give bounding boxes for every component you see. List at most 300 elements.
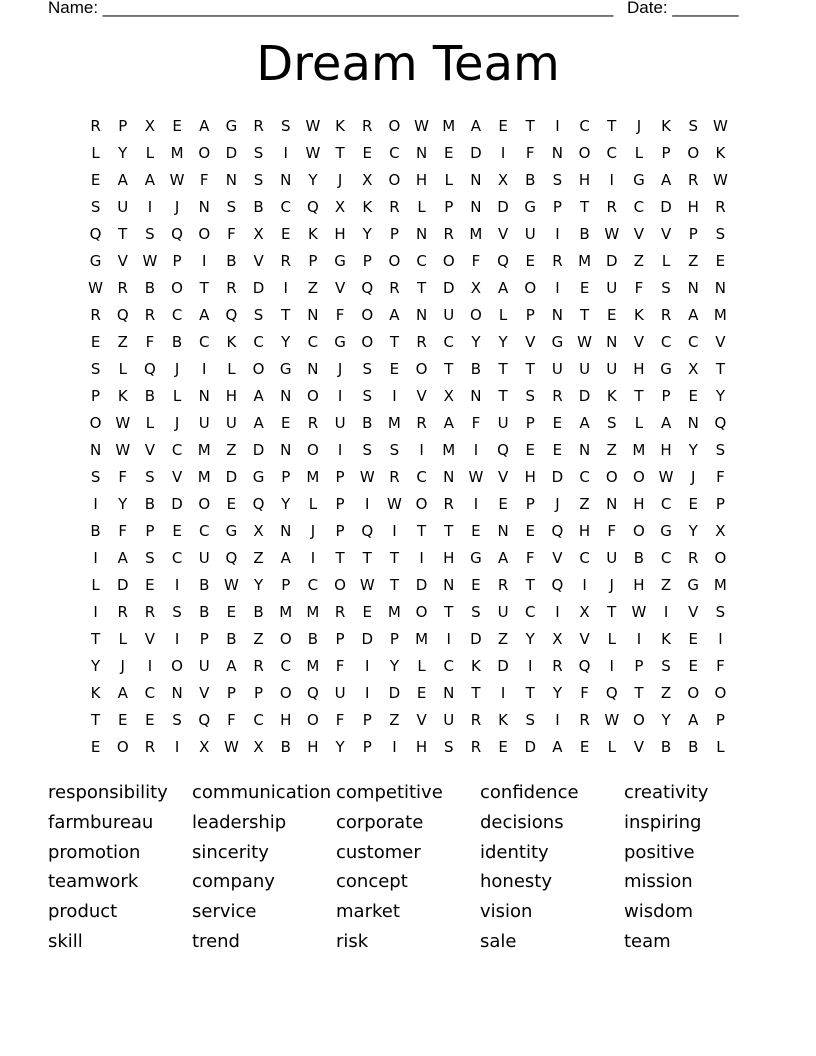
- grid-letter[interactable]: Z: [579, 495, 590, 513]
- grid-letter[interactable]: N: [443, 468, 455, 486]
- grid-letter[interactable]: A: [117, 549, 128, 567]
- grid-letter[interactable]: O: [633, 711, 645, 729]
- grid-letter[interactable]: E: [688, 630, 698, 648]
- grid-letter[interactable]: I: [283, 144, 288, 162]
- grid-letter[interactable]: O: [714, 549, 727, 567]
- grid-letter[interactable]: V: [416, 711, 427, 729]
- grid-letter[interactable]: E: [688, 657, 698, 675]
- grid-letter[interactable]: C: [660, 333, 672, 351]
- grid-letter[interactable]: M: [632, 441, 646, 459]
- grid-letter[interactable]: R: [470, 711, 482, 729]
- grid-letter[interactable]: R: [389, 198, 400, 216]
- grid-letter[interactable]: P: [552, 198, 562, 216]
- grid-letter[interactable]: C: [307, 576, 319, 594]
- grid-letter[interactable]: F: [525, 549, 535, 567]
- grid-letter[interactable]: H: [524, 468, 536, 486]
- grid-letter[interactable]: I: [500, 144, 506, 162]
- grid-letter[interactable]: H: [415, 738, 428, 756]
- grid-letter[interactable]: I: [365, 657, 370, 675]
- grid-letter[interactable]: C: [443, 657, 454, 675]
- grid-letter[interactable]: K: [470, 657, 481, 675]
- grid-letter[interactable]: N: [280, 441, 292, 459]
- grid-letter[interactable]: T: [444, 603, 454, 621]
- grid-letter[interactable]: Y: [552, 684, 562, 702]
- grid-letter[interactable]: F: [471, 414, 481, 432]
- grid-letter[interactable]: E: [552, 414, 563, 432]
- grid-letter[interactable]: K: [226, 333, 237, 351]
- grid-letter[interactable]: X: [334, 198, 346, 216]
- grid-letter[interactable]: H: [334, 225, 346, 243]
- grid-letter[interactable]: L: [661, 252, 671, 270]
- grid-letter[interactable]: A: [579, 414, 590, 432]
- grid-letter[interactable]: I: [174, 630, 180, 648]
- grid-letter[interactable]: Z: [253, 549, 264, 567]
- grid-letter[interactable]: W: [305, 144, 321, 162]
- grid-letter[interactable]: O: [633, 468, 645, 486]
- grid-letter[interactable]: U: [198, 657, 210, 675]
- grid-letter[interactable]: Q: [361, 279, 374, 297]
- grid-letter[interactable]: B: [226, 252, 237, 270]
- grid-letter[interactable]: A: [660, 171, 672, 189]
- grid-letter[interactable]: I: [555, 225, 560, 243]
- grid-letter[interactable]: A: [117, 684, 128, 702]
- grid-letter[interactable]: W: [712, 171, 728, 189]
- grid-letter[interactable]: K: [606, 387, 617, 405]
- grid-letter[interactable]: R: [90, 117, 101, 135]
- grid-letter[interactable]: I: [446, 630, 451, 648]
- grid-letter[interactable]: O: [388, 171, 401, 189]
- grid-letter[interactable]: Q: [497, 252, 509, 270]
- grid-letter[interactable]: Y: [281, 333, 291, 351]
- name-field[interactable]: Name: ______________________________________________________: [48, 0, 614, 17]
- grid-letter[interactable]: I: [555, 711, 560, 729]
- grid-letter[interactable]: C: [606, 144, 617, 162]
- grid-letter[interactable]: S: [471, 603, 481, 621]
- grid-letter[interactable]: E: [688, 387, 698, 405]
- grid-letter[interactable]: N: [415, 306, 428, 324]
- grid-letter[interactable]: Y: [118, 495, 128, 513]
- grid-letter[interactable]: H: [415, 171, 428, 189]
- grid-letter[interactable]: D: [225, 144, 238, 162]
- grid-letter[interactable]: P: [199, 630, 209, 648]
- grid-letter[interactable]: I: [718, 630, 723, 648]
- grid-letter[interactable]: E: [172, 117, 182, 135]
- grid-letter[interactable]: Z: [660, 576, 672, 594]
- grid-letter[interactable]: Y: [308, 171, 318, 189]
- grid-letter[interactable]: E: [281, 414, 291, 432]
- grid-letter[interactable]: T: [634, 684, 644, 702]
- grid-letter[interactable]: W: [359, 576, 375, 594]
- grid-letter[interactable]: T: [525, 117, 535, 135]
- grid-letter[interactable]: U: [497, 603, 509, 621]
- grid-letter[interactable]: H: [687, 198, 699, 216]
- grid-letter[interactable]: P: [444, 198, 454, 216]
- grid-letter[interactable]: B: [307, 630, 319, 648]
- grid-letter[interactable]: X: [579, 603, 590, 621]
- grid-letter[interactable]: T: [498, 387, 508, 405]
- grid-letter[interactable]: V: [633, 738, 645, 756]
- grid-letter[interactable]: J: [174, 198, 180, 216]
- grid-letter[interactable]: J: [174, 360, 180, 378]
- grid-letter[interactable]: O: [279, 630, 292, 648]
- grid-letter[interactable]: X: [715, 522, 726, 540]
- grid-letter[interactable]: C: [579, 468, 590, 486]
- grid-letter[interactable]: D: [225, 468, 238, 486]
- grid-letter[interactable]: M: [197, 441, 211, 459]
- grid-letter[interactable]: B: [253, 603, 264, 621]
- grid-letter[interactable]: W: [169, 171, 185, 189]
- grid-letter[interactable]: Q: [89, 225, 102, 243]
- grid-letter[interactable]: G: [225, 522, 238, 540]
- grid-letter[interactable]: K: [661, 630, 671, 648]
- grid-letter[interactable]: V: [171, 468, 183, 486]
- grid-letter[interactable]: T: [416, 522, 427, 540]
- grid-letter[interactable]: O: [171, 279, 183, 297]
- grid-letter[interactable]: E: [525, 252, 535, 270]
- grid-letter[interactable]: G: [334, 252, 346, 270]
- grid-letter[interactable]: N: [578, 441, 591, 459]
- grid-letter[interactable]: P: [715, 711, 725, 729]
- grid-letter[interactable]: X: [253, 522, 264, 540]
- grid-letter[interactable]: E: [715, 252, 726, 270]
- grid-letter[interactable]: R: [416, 414, 427, 432]
- grid-letter[interactable]: O: [307, 387, 319, 405]
- grid-letter[interactable]: D: [361, 630, 374, 648]
- grid-letter[interactable]: O: [334, 576, 346, 594]
- grid-letter[interactable]: P: [688, 225, 698, 243]
- grid-letter[interactable]: I: [582, 576, 587, 594]
- grid-letter[interactable]: G: [660, 522, 672, 540]
- grid-letter[interactable]: E: [444, 144, 454, 162]
- grid-letter[interactable]: R: [552, 657, 563, 675]
- grid-letter[interactable]: Q: [225, 549, 238, 567]
- grid-letter[interactable]: C: [307, 333, 319, 351]
- grid-letter[interactable]: T: [444, 522, 454, 540]
- grid-letter[interactable]: I: [555, 279, 560, 297]
- grid-letter[interactable]: B: [199, 603, 210, 621]
- grid-letter[interactable]: U: [606, 549, 618, 567]
- grid-letter[interactable]: I: [392, 738, 397, 756]
- grid-letter[interactable]: B: [633, 549, 645, 567]
- grid-letter[interactable]: S: [145, 225, 155, 243]
- grid-letter[interactable]: V: [715, 333, 726, 351]
- grid-letter[interactable]: H: [633, 495, 645, 513]
- grid-letter[interactable]: M: [578, 252, 592, 270]
- grid-letter[interactable]: B: [579, 225, 590, 243]
- grid-letter[interactable]: Y: [661, 711, 671, 729]
- grid-letter[interactable]: N: [687, 414, 699, 432]
- grid-letter[interactable]: X: [362, 171, 373, 189]
- grid-letter[interactable]: I: [419, 549, 424, 567]
- grid-letter[interactable]: R: [362, 117, 373, 135]
- grid-letter[interactable]: W: [577, 333, 592, 351]
- grid-letter[interactable]: G: [252, 468, 265, 486]
- grid-letter[interactable]: Y: [389, 657, 399, 675]
- grid-letter[interactable]: R: [389, 279, 400, 297]
- grid-letter[interactable]: O: [687, 144, 700, 162]
- grid-letter[interactable]: P: [281, 576, 291, 594]
- grid-letter[interactable]: P: [525, 495, 535, 513]
- grid-letter[interactable]: Q: [497, 441, 509, 459]
- grid-letter[interactable]: Y: [688, 522, 698, 540]
- grid-letter[interactable]: E: [281, 225, 291, 243]
- grid-letter[interactable]: A: [688, 711, 699, 729]
- grid-letter[interactable]: T: [335, 549, 345, 567]
- grid-letter[interactable]: O: [633, 522, 645, 540]
- grid-letter[interactable]: L: [91, 144, 100, 162]
- grid-letter[interactable]: C: [280, 198, 291, 216]
- grid-letter[interactable]: E: [579, 279, 590, 297]
- grid-letter[interactable]: S: [172, 603, 182, 621]
- grid-letter[interactable]: G: [687, 576, 700, 594]
- grid-letter[interactable]: E: [525, 522, 535, 540]
- grid-letter[interactable]: S: [362, 387, 372, 405]
- grid-letter[interactable]: U: [606, 279, 618, 297]
- grid-letter[interactable]: F: [580, 684, 589, 702]
- grid-letter[interactable]: E: [90, 171, 101, 189]
- grid-letter[interactable]: E: [226, 603, 237, 621]
- grid-letter[interactable]: E: [389, 360, 400, 378]
- grid-letter[interactable]: P: [335, 630, 345, 648]
- grid-letter[interactable]: N: [280, 522, 292, 540]
- grid-letter[interactable]: O: [89, 414, 102, 432]
- grid-letter[interactable]: R: [552, 252, 563, 270]
- grid-letter[interactable]: A: [280, 549, 291, 567]
- grid-letter[interactable]: M: [279, 603, 293, 621]
- grid-letter[interactable]: G: [660, 360, 672, 378]
- grid-letter[interactable]: F: [607, 522, 617, 540]
- grid-letter[interactable]: Z: [307, 279, 319, 297]
- grid-letter[interactable]: F: [716, 657, 725, 675]
- grid-letter[interactable]: O: [605, 468, 618, 486]
- grid-letter[interactable]: K: [335, 117, 345, 135]
- grid-letter[interactable]: O: [578, 144, 591, 162]
- grid-letter[interactable]: E: [226, 495, 237, 513]
- grid-letter[interactable]: O: [687, 684, 700, 702]
- grid-letter[interactable]: Z: [606, 441, 617, 459]
- grid-letter[interactable]: P: [254, 684, 264, 702]
- grid-letter[interactable]: S: [715, 441, 726, 459]
- grid-letter[interactable]: K: [362, 198, 373, 216]
- grid-letter[interactable]: P: [281, 468, 291, 486]
- grid-letter[interactable]: W: [115, 441, 131, 459]
- grid-letter[interactable]: G: [279, 360, 292, 378]
- grid-letter[interactable]: D: [388, 684, 401, 702]
- grid-letter[interactable]: N: [89, 441, 102, 459]
- grid-letter[interactable]: I: [202, 360, 207, 378]
- grid-letter[interactable]: C: [579, 117, 590, 135]
- grid-letter[interactable]: U: [579, 360, 591, 378]
- grid-letter[interactable]: P: [389, 630, 399, 648]
- grid-letter[interactable]: N: [171, 684, 183, 702]
- grid-letter[interactable]: T: [607, 603, 617, 621]
- grid-letter[interactable]: K: [117, 387, 128, 405]
- grid-letter[interactable]: O: [415, 495, 428, 513]
- grid-letter[interactable]: T: [498, 360, 508, 378]
- grid-letter[interactable]: D: [171, 495, 183, 513]
- grid-letter[interactable]: W: [468, 468, 484, 486]
- grid-letter[interactable]: Q: [551, 576, 564, 594]
- grid-letter[interactable]: F: [716, 468, 725, 486]
- grid-letter[interactable]: I: [174, 576, 180, 594]
- grid-letter[interactable]: I: [365, 495, 370, 513]
- grid-letter[interactable]: T: [579, 306, 590, 324]
- grid-letter[interactable]: P: [525, 306, 535, 324]
- grid-letter[interactable]: T: [335, 144, 345, 162]
- grid-letter[interactable]: O: [388, 117, 401, 135]
- grid-letter[interactable]: N: [415, 225, 428, 243]
- grid-letter[interactable]: Z: [226, 441, 237, 459]
- grid-letter[interactable]: E: [471, 522, 481, 540]
- grid-letter[interactable]: O: [415, 603, 428, 621]
- grid-letter[interactable]: T: [579, 198, 590, 216]
- grid-letter[interactable]: S: [253, 144, 264, 162]
- grid-letter[interactable]: K: [307, 225, 318, 243]
- grid-letter[interactable]: L: [634, 144, 644, 162]
- grid-letter[interactable]: V: [199, 684, 210, 702]
- grid-letter[interactable]: W: [604, 711, 620, 729]
- grid-letter[interactable]: C: [633, 198, 645, 216]
- grid-letter[interactable]: P: [389, 225, 399, 243]
- grid-letter[interactable]: R: [226, 279, 237, 297]
- grid-letter[interactable]: H: [578, 171, 591, 189]
- grid-letter[interactable]: T: [362, 549, 372, 567]
- grid-letter[interactable]: Z: [253, 630, 264, 648]
- grid-letter[interactable]: S: [362, 360, 372, 378]
- grid-letter[interactable]: H: [225, 387, 238, 405]
- grid-letter[interactable]: E: [688, 495, 698, 513]
- grid-letter[interactable]: Z: [633, 252, 645, 270]
- grid-letter[interactable]: X: [144, 117, 156, 135]
- grid-letter[interactable]: P: [308, 252, 318, 270]
- grid-letter[interactable]: N: [280, 171, 292, 189]
- grid-letter[interactable]: I: [93, 549, 98, 567]
- grid-letter[interactable]: U: [334, 414, 346, 432]
- grid-letter[interactable]: V: [552, 549, 563, 567]
- grid-letter[interactable]: P: [91, 387, 101, 405]
- grid-letter[interactable]: C: [171, 441, 183, 459]
- grid-letter[interactable]: C: [525, 603, 536, 621]
- grid-letter[interactable]: I: [93, 603, 98, 621]
- grid-letter[interactable]: R: [660, 306, 672, 324]
- grid-letter[interactable]: B: [144, 279, 156, 297]
- grid-letter[interactable]: N: [198, 387, 210, 405]
- grid-letter[interactable]: T: [118, 225, 128, 243]
- grid-letter[interactable]: W: [88, 279, 103, 297]
- grid-letter[interactable]: T: [471, 684, 481, 702]
- grid-letter[interactable]: C: [660, 549, 672, 567]
- grid-letter[interactable]: R: [606, 198, 617, 216]
- grid-letter[interactable]: E: [607, 306, 617, 324]
- grid-letter[interactable]: N: [551, 306, 564, 324]
- grid-letter[interactable]: P: [634, 657, 644, 675]
- grid-letter[interactable]: Z: [660, 684, 672, 702]
- grid-letter[interactable]: R: [253, 117, 264, 135]
- grid-letter[interactable]: Q: [578, 657, 591, 675]
- grid-letter[interactable]: J: [337, 360, 343, 378]
- grid-letter[interactable]: O: [198, 495, 211, 513]
- grid-letter[interactable]: K: [715, 144, 726, 162]
- grid-letter[interactable]: N: [714, 279, 727, 297]
- grid-letter[interactable]: R: [253, 657, 264, 675]
- grid-letter[interactable]: M: [442, 117, 456, 135]
- grid-letter[interactable]: V: [660, 225, 672, 243]
- grid-letter[interactable]: T: [634, 387, 644, 405]
- grid-letter[interactable]: R: [443, 225, 454, 243]
- grid-letter[interactable]: S: [172, 711, 182, 729]
- grid-letter[interactable]: N: [470, 387, 482, 405]
- grid-letter[interactable]: E: [579, 738, 590, 756]
- grid-letter[interactable]: Q: [171, 225, 183, 243]
- grid-letter[interactable]: N: [307, 360, 319, 378]
- grid-letter[interactable]: R: [90, 306, 101, 324]
- grid-letter[interactable]: L: [498, 306, 508, 324]
- grid-letter[interactable]: Y: [471, 333, 481, 351]
- grid-letter[interactable]: R: [715, 198, 726, 216]
- grid-letter[interactable]: T: [715, 360, 725, 378]
- grid-letter[interactable]: S: [525, 711, 535, 729]
- grid-letter[interactable]: S: [253, 171, 264, 189]
- grid-letter[interactable]: R: [497, 576, 509, 594]
- grid-letter[interactable]: P: [226, 684, 236, 702]
- grid-letter[interactable]: H: [633, 360, 645, 378]
- grid-letter[interactable]: Q: [144, 360, 156, 378]
- grid-letter[interactable]: F: [227, 711, 236, 729]
- grid-letter[interactable]: I: [147, 198, 153, 216]
- grid-letter[interactable]: P: [661, 144, 671, 162]
- grid-letter[interactable]: Y: [281, 495, 291, 513]
- grid-letter[interactable]: I: [636, 630, 642, 648]
- grid-letter[interactable]: Z: [389, 711, 400, 729]
- grid-letter[interactable]: M: [170, 144, 184, 162]
- grid-letter[interactable]: F: [118, 468, 128, 486]
- grid-letter[interactable]: N: [280, 387, 292, 405]
- grid-letter[interactable]: U: [606, 360, 618, 378]
- grid-letter[interactable]: O: [198, 144, 211, 162]
- grid-letter[interactable]: W: [712, 117, 728, 135]
- grid-letter[interactable]: F: [335, 657, 345, 675]
- grid-letter[interactable]: U: [198, 414, 210, 432]
- grid-letter[interactable]: M: [306, 468, 320, 486]
- grid-letter[interactable]: Q: [605, 684, 618, 702]
- grid-letter[interactable]: R: [117, 279, 128, 297]
- grid-letter[interactable]: R: [144, 738, 156, 756]
- grid-letter[interactable]: B: [253, 198, 264, 216]
- grid-letter[interactable]: I: [419, 441, 424, 459]
- grid-letter[interactable]: L: [444, 171, 453, 189]
- grid-letter[interactable]: X: [443, 387, 454, 405]
- grid-letter[interactable]: N: [551, 144, 564, 162]
- grid-letter[interactable]: A: [497, 549, 509, 567]
- grid-letter[interactable]: O: [361, 306, 374, 324]
- grid-letter[interactable]: S: [362, 441, 372, 459]
- grid-letter[interactable]: U: [225, 414, 237, 432]
- grid-letter[interactable]: O: [279, 684, 292, 702]
- grid-letter[interactable]: P: [661, 387, 671, 405]
- grid-letter[interactable]: S: [145, 468, 155, 486]
- grid-letter[interactable]: L: [227, 360, 236, 378]
- grid-letter[interactable]: Q: [551, 522, 564, 540]
- grid-letter[interactable]: I: [555, 117, 560, 135]
- grid-letter[interactable]: Y: [362, 225, 372, 243]
- grid-letter[interactable]: S: [661, 279, 671, 297]
- grid-letter[interactable]: N: [687, 279, 699, 297]
- grid-letter[interactable]: V: [117, 252, 128, 270]
- grid-letter[interactable]: A: [199, 306, 210, 324]
- grid-letter[interactable]: G: [89, 252, 102, 270]
- grid-letter[interactable]: P: [525, 414, 535, 432]
- grid-letter[interactable]: I: [500, 684, 506, 702]
